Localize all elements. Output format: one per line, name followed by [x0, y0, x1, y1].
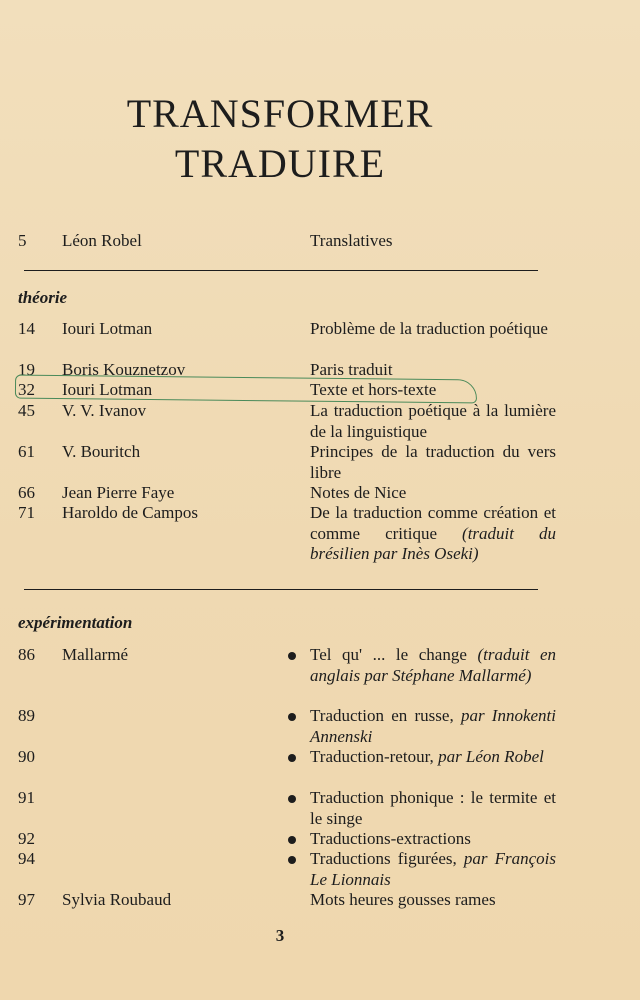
entry-title-text: Traduction en russe,	[310, 706, 454, 725]
entry-note: (traduit en anglais par Stéphane Mallarmé)	[310, 645, 557, 685]
entry-title: Principes de la traduction du vers libre	[310, 442, 556, 482]
entry-title: Notes de Nice	[310, 483, 407, 502]
entry-author: V. V. Ivanov	[62, 401, 147, 420]
entry-title	[310, 645, 556, 686]
bullet-icon	[288, 856, 296, 864]
entry-page-number: 90	[18, 747, 35, 766]
entry-note: par Léon Robel	[438, 747, 544, 766]
entry-page-number: 94	[18, 849, 35, 868]
entry-page-number: 19	[18, 360, 35, 379]
entry-page-number: 32	[18, 380, 35, 399]
entry-note: (traduit du brésilien par Inès Oseki)	[310, 523, 557, 563]
entry-author: Léon Robel	[62, 231, 142, 250]
title-line-1: TRANSFORMER	[126, 91, 434, 136]
entry-page-number: 14	[18, 319, 35, 338]
entry-author: Boris Kouznetzov	[62, 360, 186, 379]
entry-author: Iouri Lotman	[62, 380, 153, 399]
entry-page-number: 92	[18, 829, 35, 848]
entry-note: par François Le Lionnais	[310, 849, 557, 889]
entry-title	[310, 503, 556, 565]
entry-page-number: 5	[18, 231, 27, 250]
bullet-icon	[288, 795, 296, 803]
entry-title	[310, 747, 556, 768]
entry-page-number: 71	[18, 503, 35, 522]
entry-page-number: 66	[18, 483, 35, 502]
entry-author: Sylvia Roubaud	[62, 890, 172, 909]
entry-title: Texte et hors-texte	[310, 380, 437, 399]
bullet-icon	[288, 836, 296, 844]
entry-title: Mots heures gousses rames	[310, 890, 496, 909]
entry-title-text: Traduction-retour,	[310, 747, 434, 766]
page-number: 3	[275, 926, 285, 945]
entry-author: V. Bouritch	[62, 442, 141, 461]
section-heading-experimentation: expérimentation	[18, 613, 133, 632]
title-line-2: TRADUIRE	[174, 141, 386, 186]
section-divider	[24, 270, 538, 271]
entry-title: La traduction poétique à la lumière de la linguistique	[310, 401, 556, 441]
bullet-icon	[288, 713, 296, 721]
entry-title: Problème de la traduction poétique	[310, 319, 548, 338]
entry-title: Paris traduit	[310, 360, 393, 379]
entry-author: Mallarmé	[62, 645, 129, 664]
entry-page-number: 97	[18, 890, 35, 909]
entry-title-text: De la traduction comme création et comme critique	[310, 503, 556, 543]
entry-author: Jean Pierre Faye	[62, 483, 175, 502]
handwritten-circle-annotation	[15, 375, 477, 404]
entry-author: Iouri Lotman	[62, 319, 153, 338]
entry-title: Translatives	[310, 231, 393, 250]
section-heading-theorie: théorie	[18, 288, 68, 307]
entry-title-text: Tel qu' ... le change	[310, 645, 467, 664]
entry-title	[310, 849, 556, 890]
section-divider	[24, 589, 538, 590]
entry-page-number: 86	[18, 645, 35, 664]
entry-title: Traductions-extractions	[310, 829, 471, 848]
entry-page-number: 61	[18, 442, 35, 461]
entry-title-text: Traductions figurées,	[310, 849, 457, 868]
entry-title	[310, 706, 556, 747]
entry-author: Haroldo de Campos	[62, 503, 198, 522]
entry-note: par Innokenti Annenski	[310, 706, 557, 746]
entry-title: Traduction phonique : le termite et le singe	[310, 788, 556, 828]
entry-page-number: 91	[18, 788, 35, 807]
entry-page-number: 45	[18, 401, 35, 420]
entry-page-number: 89	[18, 706, 35, 725]
bullet-icon	[288, 754, 296, 762]
bullet-icon	[288, 652, 296, 660]
